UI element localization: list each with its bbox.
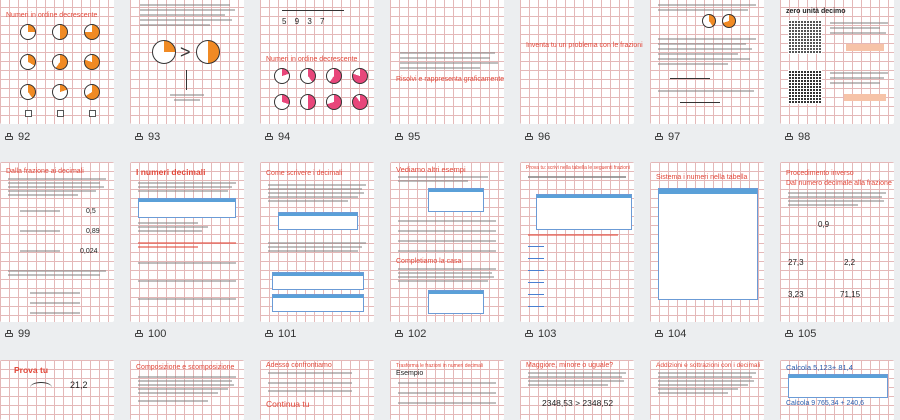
page-title: Dalla frazione ai decimali bbox=[6, 168, 84, 175]
page-label-100[interactable] bbox=[134, 328, 166, 340]
printer-icon[interactable] bbox=[654, 330, 664, 339]
page-title: Inventa tu un problema con le frazioni bbox=[526, 42, 643, 49]
page-title: Prova tu bbox=[14, 365, 49, 375]
page-label-105[interactable] bbox=[784, 328, 816, 340]
page-title: Prova tu: scrivi nella tabella le seguenti frazioni bbox=[526, 165, 630, 171]
page-subtitle: Esempio bbox=[396, 370, 424, 377]
page-thumbnail-107[interactable] bbox=[130, 360, 244, 420]
page-number: 95 bbox=[408, 131, 421, 143]
page-title: Adesso confrontiamo bbox=[266, 362, 332, 369]
fraction-pie bbox=[152, 40, 176, 64]
page-label-102[interactable] bbox=[394, 328, 426, 340]
decimal-table bbox=[272, 294, 364, 312]
page-number: 102 bbox=[408, 328, 427, 340]
page-number: 97 bbox=[668, 131, 681, 143]
fraction-pie bbox=[300, 94, 316, 110]
hundred-grid bbox=[788, 20, 822, 54]
page-thumbnail-112[interactable] bbox=[780, 360, 894, 420]
printer-icon[interactable] bbox=[524, 133, 534, 142]
fraction-pie bbox=[20, 24, 36, 40]
fraction-pie bbox=[84, 54, 100, 70]
page-title: Vediamo altri esempi bbox=[396, 165, 466, 174]
answer-box bbox=[57, 110, 64, 117]
page-number: 94 bbox=[278, 131, 291, 143]
decimal-table bbox=[138, 198, 236, 218]
printer-icon[interactable] bbox=[4, 133, 14, 142]
printer-icon[interactable] bbox=[394, 133, 404, 142]
page-thumbnail-97[interactable] bbox=[650, 0, 764, 124]
fraction-pie bbox=[274, 94, 290, 110]
printer-icon[interactable] bbox=[524, 330, 534, 339]
page-title: Procedimento inverso bbox=[786, 170, 854, 177]
printer-icon[interactable] bbox=[264, 133, 274, 142]
page-label-98[interactable] bbox=[784, 131, 810, 143]
page-thumbnail-108[interactable] bbox=[260, 360, 374, 420]
fraction-pie bbox=[722, 14, 736, 28]
fraction-pie bbox=[300, 68, 316, 84]
page-label-104[interactable] bbox=[654, 328, 686, 340]
printer-icon[interactable] bbox=[264, 330, 274, 339]
page-label-103[interactable] bbox=[524, 328, 556, 340]
page-title: zero unità decimo bbox=[786, 8, 846, 15]
fraction-pie bbox=[196, 40, 220, 64]
page-title: Come scrivere i decimali bbox=[266, 170, 343, 177]
decimal-table bbox=[788, 374, 888, 398]
fraction-pie bbox=[52, 84, 68, 100]
decimal-value: 71,15 bbox=[840, 290, 861, 299]
decimal-table bbox=[428, 290, 484, 314]
page-thumbnail-100[interactable] bbox=[130, 162, 244, 322]
page-label-93[interactable] bbox=[134, 131, 160, 143]
page-thumbnail-95[interactable] bbox=[390, 0, 504, 124]
page-title: Numeri in ordine decrescente bbox=[6, 12, 98, 19]
decimal-value: 0,024 bbox=[80, 248, 98, 255]
page-thumbnail-102[interactable] bbox=[390, 162, 504, 322]
page-title: Calcola 5,123+ 81,4 bbox=[786, 363, 853, 372]
fraction-pie bbox=[84, 84, 100, 100]
place-value-table bbox=[658, 188, 758, 300]
page-number: 92 bbox=[18, 131, 31, 143]
fraction-pie bbox=[84, 24, 100, 40]
decimal-table bbox=[278, 212, 358, 230]
decimal-value: 0,5 bbox=[86, 208, 96, 215]
answer-box bbox=[25, 110, 32, 117]
decimal-value: 21,2 bbox=[70, 380, 88, 390]
page-number: 93 bbox=[148, 131, 161, 143]
page-title: Trasforma le frazioni in numeri decimali bbox=[396, 363, 484, 369]
page-thumbnail-111[interactable] bbox=[650, 360, 764, 420]
page-number: 103 bbox=[538, 328, 557, 340]
page-thumbnail-96[interactable] bbox=[520, 0, 643, 124]
page-number: 98 bbox=[798, 131, 811, 143]
page-title: Composizione e scomposizione bbox=[136, 364, 235, 371]
fraction-pie bbox=[702, 14, 716, 28]
page-title: Maggiore, minore o uguale? bbox=[526, 362, 614, 369]
printer-icon[interactable] bbox=[394, 330, 404, 339]
page-subtitle: Dal numero decimale alla frazione bbox=[786, 180, 892, 187]
page-thumbnail-92[interactable] bbox=[0, 0, 114, 124]
page-number: 96 bbox=[538, 131, 551, 143]
page-thumbnail-104[interactable] bbox=[650, 162, 764, 322]
decimal-table bbox=[536, 194, 632, 230]
decimal-value: 3,23 bbox=[788, 290, 804, 299]
fraction-row: 5 9 3 7 bbox=[282, 17, 328, 26]
page-label-96[interactable] bbox=[524, 131, 550, 143]
page-thumbnail-109[interactable] bbox=[390, 360, 504, 420]
page-label-99[interactable] bbox=[4, 328, 30, 340]
fraction-pie bbox=[352, 94, 368, 110]
page-label-94[interactable] bbox=[264, 131, 290, 143]
page-title: Sistema i numeri nella tabella bbox=[656, 174, 748, 181]
page-subtitle: Completiamo la casa bbox=[396, 258, 462, 265]
fraction-pie bbox=[20, 84, 36, 100]
page-thumbnail-98[interactable] bbox=[780, 0, 894, 124]
page-title: Risolvi e rappresenta graficamente bbox=[396, 76, 505, 83]
page-thumbnail-106[interactable] bbox=[0, 360, 114, 420]
comparison-expression: 2348,53 > 2348,52 bbox=[542, 398, 614, 408]
page-number: 105 bbox=[798, 328, 817, 340]
printer-icon[interactable] bbox=[4, 330, 14, 339]
page-thumbnail-105[interactable] bbox=[780, 162, 894, 322]
page-number: 104 bbox=[668, 328, 687, 340]
page-thumbnail-110[interactable] bbox=[520, 360, 634, 420]
page-title: Addizioni e sottrazioni con i decimali bbox=[656, 362, 761, 369]
printer-icon[interactable] bbox=[784, 330, 794, 339]
printer-icon[interactable] bbox=[654, 133, 664, 142]
decimal-table bbox=[272, 272, 364, 290]
page-number: 99 bbox=[18, 328, 31, 340]
answer-box bbox=[89, 110, 96, 117]
decimal-value: 0,89 bbox=[86, 228, 100, 235]
printer-icon[interactable] bbox=[134, 330, 144, 339]
decimal-value: 2,2 bbox=[844, 258, 856, 267]
decimal-value: 0,9 bbox=[818, 220, 830, 229]
printer-icon[interactable] bbox=[134, 133, 144, 142]
thousand-cube bbox=[788, 70, 822, 104]
fraction-pie bbox=[52, 24, 68, 40]
printer-icon[interactable] bbox=[784, 133, 794, 142]
page-label-97[interactable] bbox=[654, 131, 680, 143]
decimal-table bbox=[428, 188, 484, 212]
page-title: Numeri in ordine decrescente bbox=[266, 56, 358, 63]
fraction-pie bbox=[326, 94, 342, 110]
page-subtitle: Calcola 9 765,34 + 240,6 bbox=[786, 400, 865, 407]
page-number: 100 bbox=[148, 328, 167, 340]
page-label-92[interactable] bbox=[4, 131, 30, 143]
page-title: I numeri decimali bbox=[136, 167, 206, 177]
page-number: 101 bbox=[278, 328, 297, 340]
decimal-value: 27,3 bbox=[788, 258, 804, 267]
page-thumbnail-99[interactable] bbox=[0, 162, 114, 322]
page-thumbnail-103[interactable] bbox=[520, 162, 634, 322]
page-subtitle: Continua tu bbox=[266, 399, 310, 409]
fraction-pie bbox=[20, 54, 36, 70]
page-label-95[interactable] bbox=[394, 131, 420, 143]
page-thumbnail-94[interactable] bbox=[260, 0, 374, 124]
fraction-pie bbox=[274, 68, 290, 84]
page-label-101[interactable] bbox=[264, 328, 296, 340]
greater-than-sign: > bbox=[180, 42, 191, 62]
fraction-pie bbox=[52, 54, 68, 70]
page-thumbnail-93[interactable] bbox=[130, 0, 244, 124]
page-thumbnail-101[interactable] bbox=[260, 162, 374, 322]
fraction-pie bbox=[326, 68, 342, 84]
fraction-pie bbox=[352, 68, 368, 84]
